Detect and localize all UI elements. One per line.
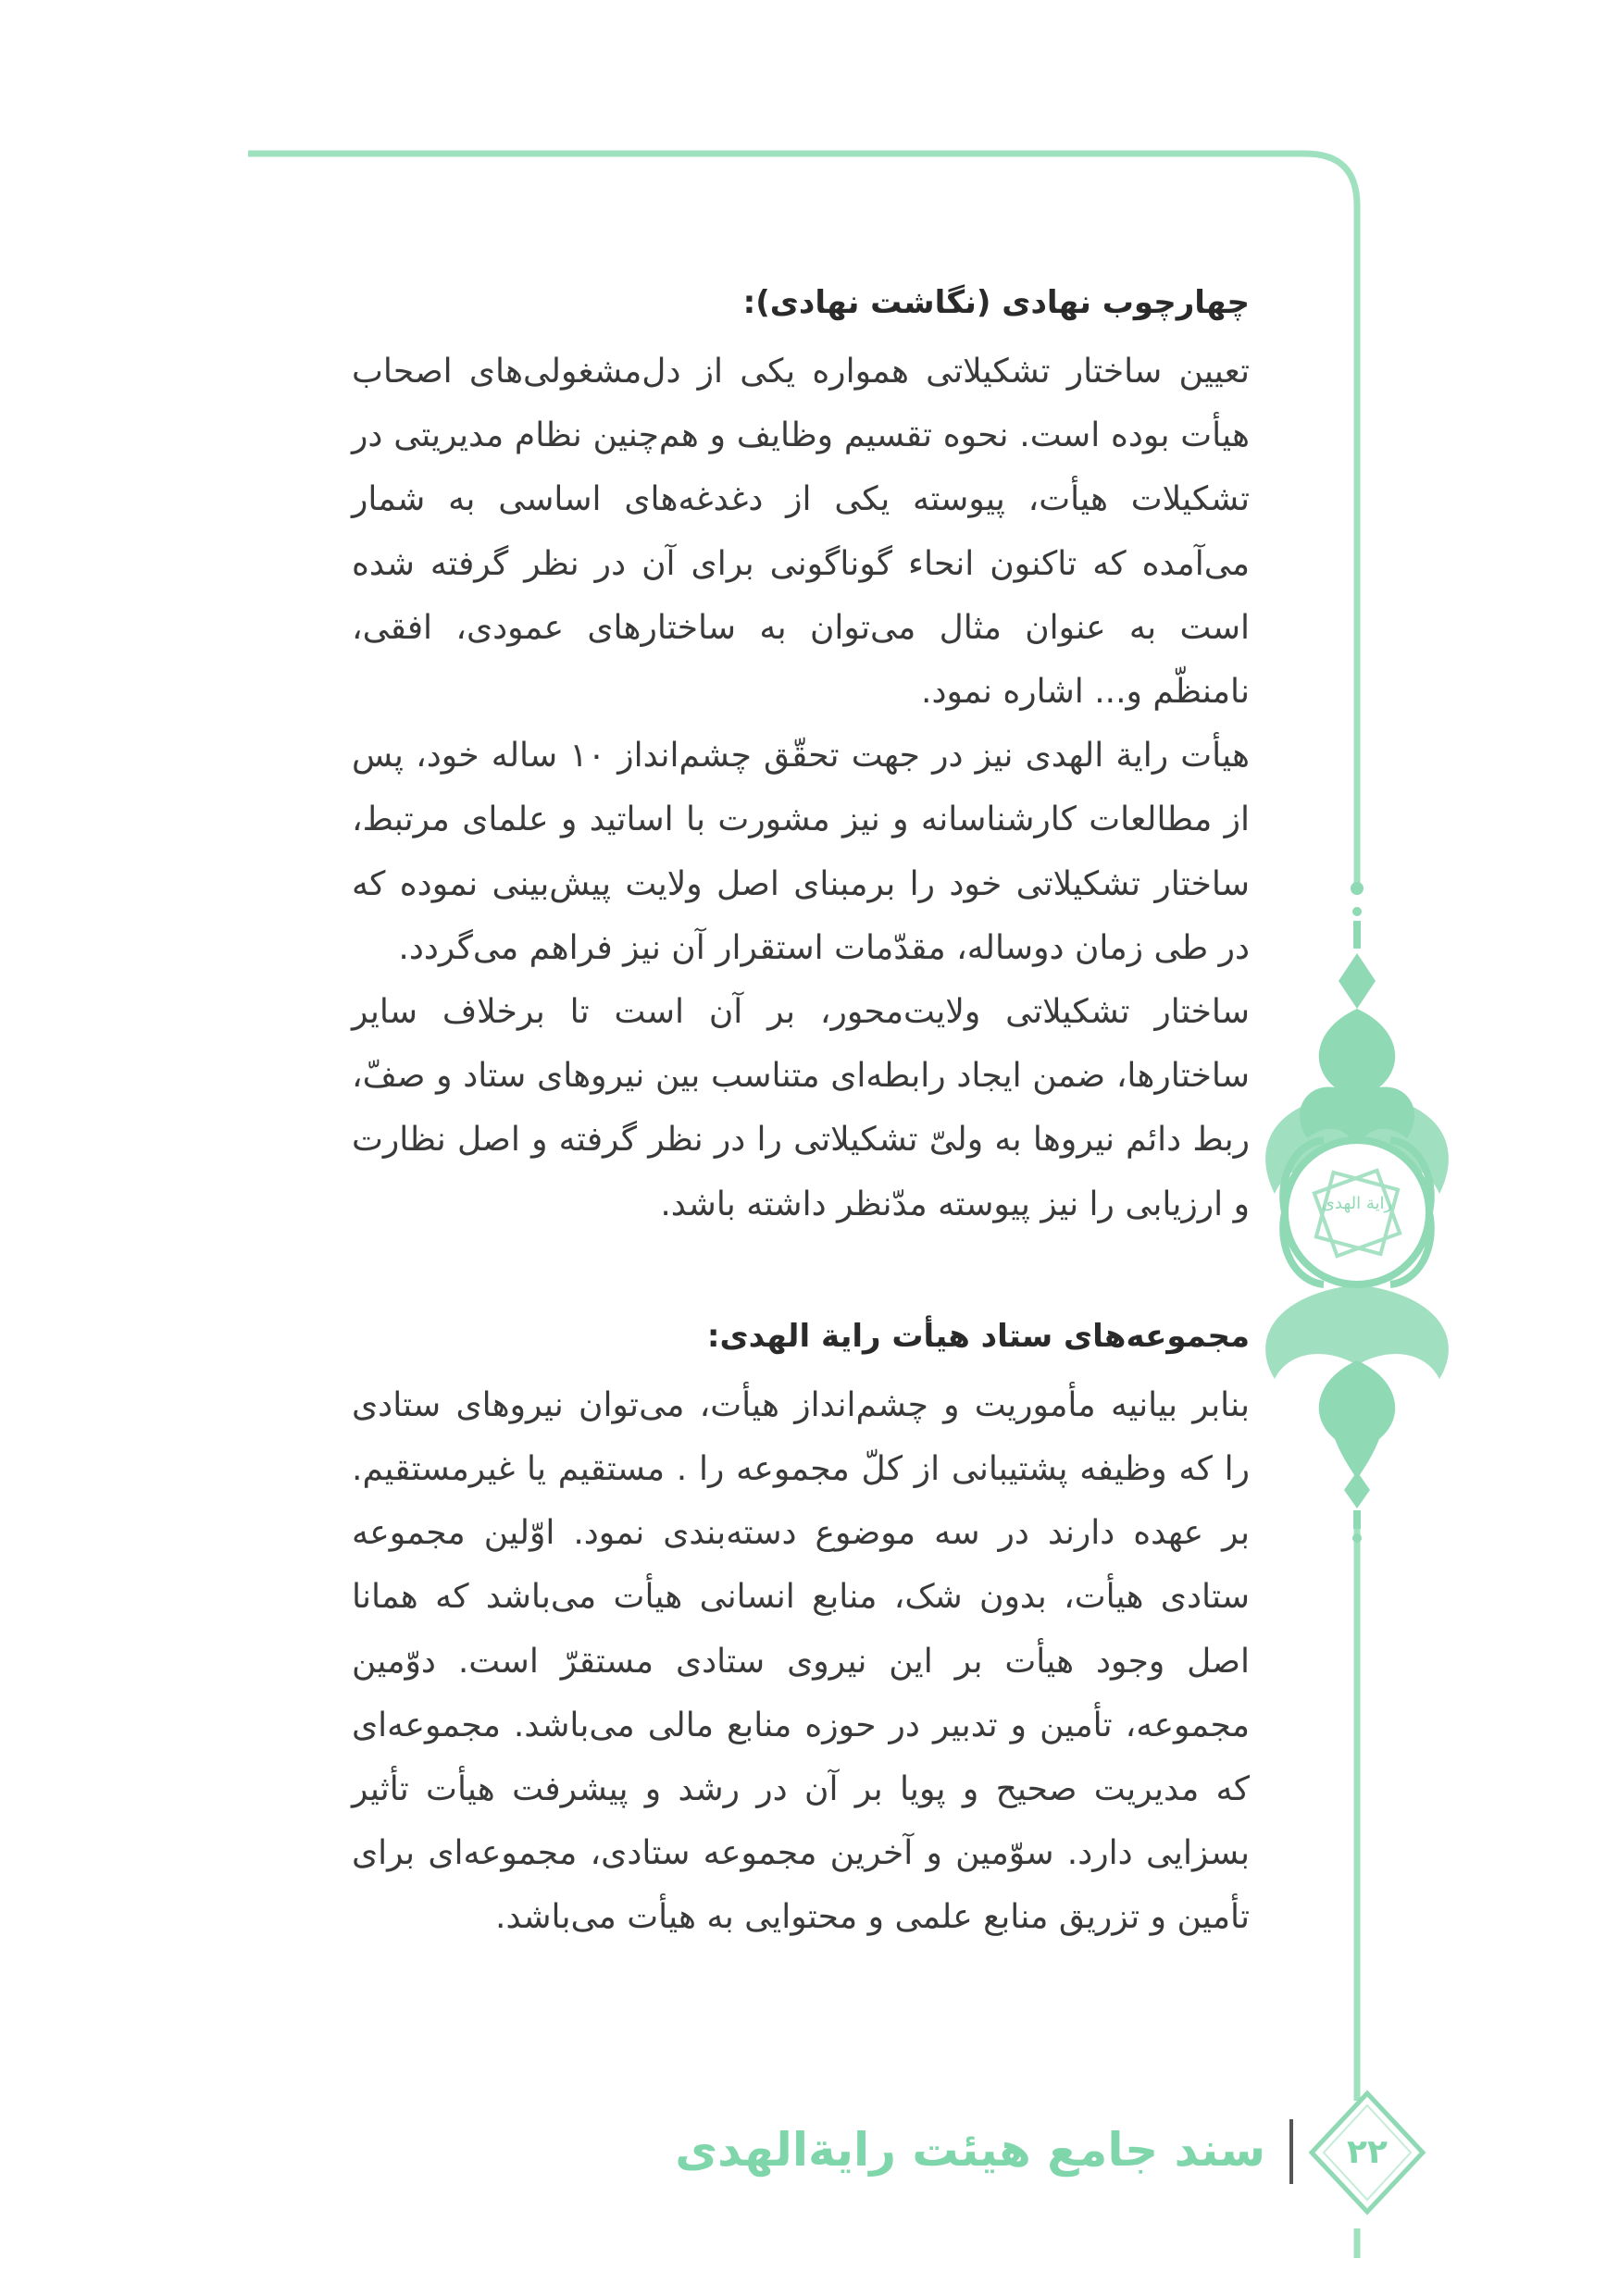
paragraph: ساختار تشکیلاتی ولایت‌محور، بر آن است تا برخلاف سایر ساختارها، ضمن ایجاد رابطه‌ای متناسب بین نیروهای ستاد و صفّ، ربط دائم نیروها به ولیّ تشکیلاتی را در نظر گرفته و اصل نظارت و ارزیابی را نیز پیوسته مدّنظر داشته باشد. [352,993,1250,1223]
logo-text: رایة الهدی [1321,1194,1393,1213]
section-institutional-framework [352,273,1250,1236]
section-heading: چهارچوب نهادی (نگاشت نهادی): [742,284,1250,321]
page-number: ۲۲ [1347,2133,1388,2171]
paragraph: تعیین ساختار تشکیلاتی همواره یکی از دل‌مشغولی‌های اصحاب هیأت بوده است. نحوه تقسیم وظایف و هم‌چنین نظام مدیریتی در تشکیلات هیأت، پیوسته یکی از دغدغه‌های اساسی به شمار می‌آمده که تاکنون انحاء گوناگونی برای آن در نظر گرفته شده است به عنوان مثال می‌توان به ساختارهای عمودی، افقی، نامنظّم و... اشاره نمود. [352,353,1250,712]
logo-mark [1311,1194,1403,1213]
paragraph: هیأت رایة الهدی نیز در جهت تحقّق چشم‌انداز ۱۰ ساله خود، پس از مطالعات کارشناسانه و نیز مشورت با اساتید و علمای مرتبط، ساختار تشکیلاتی خود را برمبنای اصل ولایت پیش‌بینی نموده که در طی زمان دوساله، مقدّمات استقرار آن نیز فراهم می‌گردد. [352,737,1250,967]
section-staff-groups [352,1307,1250,1950]
paragraph: بنابر بیانیه مأموریت و چشم‌انداز هیأت، می‌توان نیروهای ستادی را که وظیفه پشتیبانی از کلّ مجموعه را . مستقیم یا غیرمستقیم. بر عهده دارند در سه موضوع دسته‌بندی نمود. اوّلین مجموعه ستادی هیأت، بدون شک، منابع انسانی هیأت می‌باشد که همانا اصل وجود هیأت بر این نیروی ستادی مستقرّ است. دوّمین مجموعه، تأمین و تدبیر در حوزه منابع مالی می‌باشد. مجموعه‌ای که مدیریت صحیح و پویا بر آن در رشد و پیشرفت هیأت تأثیر بسزایی دارد. سوّمین و آخرین مجموعه ستادی، مجموعه‌ای برای تأمین و تزریق منابع علمی و محتوایی به هیأت می‌باشد. [352,1385,1250,1937]
document-title: سند جامع هیئت رایة‌الهدی [675,2123,1265,2177]
main-content [352,273,1250,1950]
section-heading: مجموعه‌های ستاد هیأت رایة الهدی: [706,1317,1250,1355]
